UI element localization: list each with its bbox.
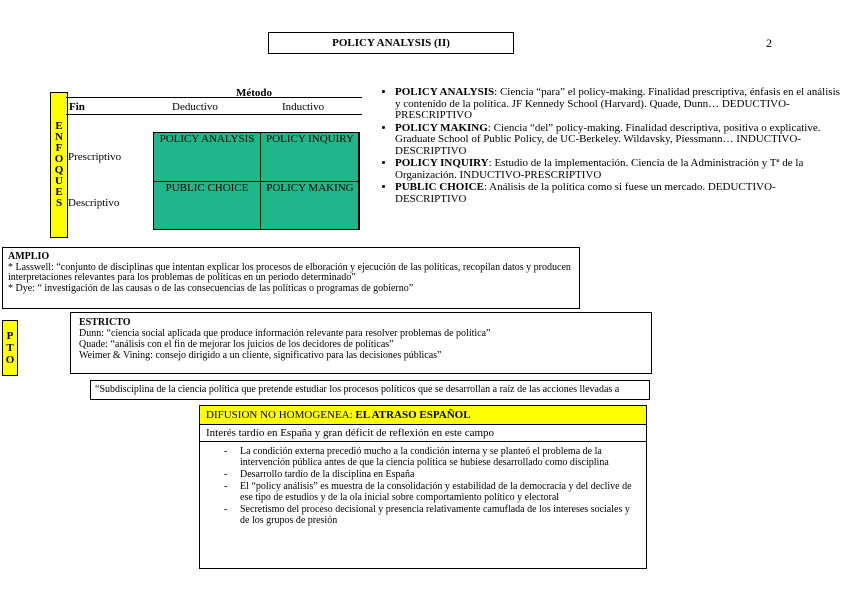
enfoques-letter: O xyxy=(54,153,64,165)
definition-text: : Ciencia “del” policy-making. Finalidad descriptiva, positiva o explicative. Graduate School of Public Policy, de UC-Berkeley. Wildavsky, Piessmann… INDUCTIVO- DESCRIPTIVO xyxy=(395,121,821,157)
definition-item xyxy=(395,123,847,158)
enfoques-letter: Q xyxy=(54,164,64,176)
column-header-deductivo: Deductivo xyxy=(172,101,218,113)
pto-letter: T xyxy=(6,342,14,354)
enfoques-letter: U xyxy=(55,175,63,187)
column-header-inductivo: Inductivo xyxy=(282,101,325,113)
definition-item xyxy=(395,158,847,181)
estricto-weimer: Weimer & Vining: consejo dirigido a un cliente, significativo para las decisiones públicas” xyxy=(79,350,442,361)
difusion-heading xyxy=(200,406,646,425)
definition-text: : Análisis de la política como si fuese un mercado. DEDUCTIVO-DESCRIPTIVO xyxy=(395,181,776,205)
definition-text: : Estudio de la implementación. Ciencia de la Administración y Tª de la Organización. INDUCTIVO-PRESCRIPTIVO xyxy=(395,157,804,181)
subdisciplina-quote: “Subdisciplina de la ciencia política que pretende estudiar los procesos políticos que se desarrollan a raíz de las acciones llevadas a xyxy=(90,380,650,400)
definition-term: POLICY ANALYSIS xyxy=(395,86,495,98)
cell-policy-analysis: POLICY ANALYSIS xyxy=(153,132,261,182)
difusion-list xyxy=(200,446,646,526)
definition-term: POLICY INQUIRY xyxy=(395,157,489,169)
cell-policy-inquiry: POLICY INQUIRY xyxy=(260,132,360,182)
enfoques-letter: F xyxy=(55,142,63,154)
cell-public-choice: PUBLIC CHOICE xyxy=(153,181,261,230)
amplio-box xyxy=(2,247,580,309)
metodo-label: Método xyxy=(236,87,273,99)
enfoques-letter: E xyxy=(55,120,63,132)
definition-text: : Ciencia “para” el policy-making. Finalidad prescriptiva, énfasis en el análisis y contenido de la política. JF Kennedy School (Harvard). Quade, Dunn… DEDUCTIVO-PRESCRIPTIVO xyxy=(395,86,840,121)
pto-side-label xyxy=(2,320,18,376)
amplio-dye: * Dye: “ investigación de las causas o de las consecuencias de las políticas o programas de gobierno” xyxy=(8,282,414,294)
estricto-dunn: Dunn: “ciencia social aplicada que produce información relevante para resolver problemas de política” xyxy=(79,328,491,339)
enfoques-letter: E xyxy=(55,186,63,198)
amplio-lasswell: * Lasswell: “conjunto de disciplinas que intentan explicar los procesos de elboración y ejecución de las políticas, recopilan datos y producen interpretaciones relevantes para los problemas de políticas en un periodo determinado” xyxy=(8,261,571,283)
estricto-title: ESTRICTO xyxy=(79,317,131,328)
definition-item xyxy=(395,87,847,122)
table-top-rule xyxy=(66,97,362,98)
estricto-box xyxy=(70,312,652,374)
row-header-descriptivo: Descriptivo xyxy=(68,197,120,209)
pto-letter: O xyxy=(5,354,15,366)
difusion-item: - Secretismo del proceso decisional y presencia relativamente camuflada de los intereses sociales y de los grupos de presión xyxy=(240,504,636,526)
estricto-quade: Quade: “análisis con el fin de mejorar los juicios de los decidores de políticas” xyxy=(79,339,394,350)
page-title: POLICY ANALYSIS (II) xyxy=(268,32,514,54)
table-header-rule xyxy=(66,114,362,115)
difusion-item: - Desarrollo tardío de la disciplina en España xyxy=(240,469,636,480)
difusion-panel xyxy=(199,405,647,569)
definition-item xyxy=(395,182,847,205)
enfoques-matrix xyxy=(153,132,359,230)
cell-policy-making: POLICY MAKING xyxy=(260,181,360,230)
difusion-item: - El “policy análisis” es muestra de la consolidación y estabilidad de la democracia y del declive de ese tipo de estudios y de la ola inicial sobre comportamiento político y electoral xyxy=(240,481,636,503)
definition-term: PUBLIC CHOICE xyxy=(395,181,484,193)
page-number: 2 xyxy=(766,36,772,50)
definition-term: POLICY MAKING xyxy=(395,121,488,134)
enfoques-letter: S xyxy=(55,197,63,209)
definitions-list xyxy=(380,87,847,206)
pto-letter: P xyxy=(6,330,14,342)
difusion-item: - La condición externa precedió mucho a la condición interna y se planteó el problema de la intervención pública antes de que la ciencia política se hubiese desarrollado como disciplina xyxy=(240,446,636,468)
amplio-title: AMPLIO xyxy=(8,251,50,262)
enfoques-letter: N xyxy=(55,131,63,143)
difusion-heading-plain: DIFUSION NO HOMOGENEA: xyxy=(206,409,356,421)
difusion-heading-bold: EL ATRASO ESPAÑOL xyxy=(355,409,471,421)
fin-label: Fin xyxy=(69,101,85,113)
row-header-prescriptivo: Prescriptivo xyxy=(68,151,122,163)
difusion-subheading: Interés tardío en España y gran déficit de reflexión en este campo xyxy=(200,425,646,442)
